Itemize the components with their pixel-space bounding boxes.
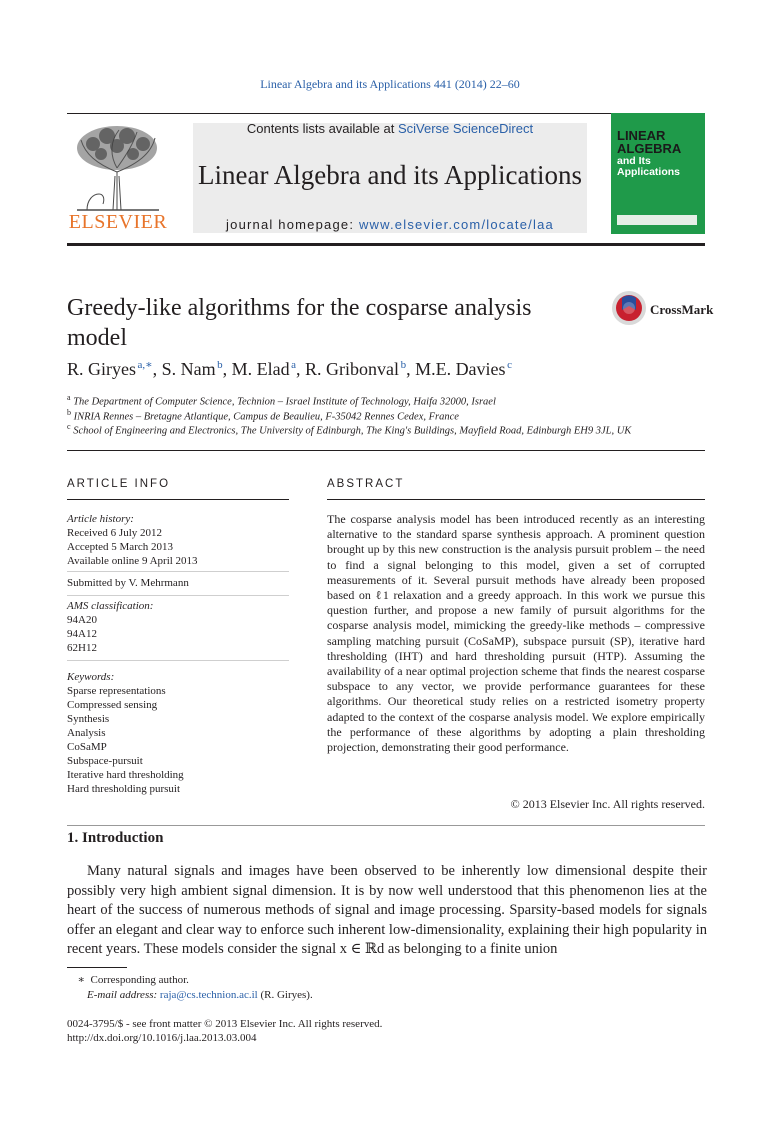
footnote-corresponding xyxy=(67,973,707,986)
abstract-end-rule xyxy=(67,825,705,826)
ams-classification xyxy=(67,599,289,655)
crossmark-label: CrossMark xyxy=(650,302,714,317)
keyword: Iterative hard thresholding xyxy=(67,769,184,781)
affiliation xyxy=(67,393,707,408)
sciencedirect-link[interactable]: SciVerse ScienceDirect xyxy=(397,121,534,136)
cover-title-line2: ALGEBRA xyxy=(617,141,682,156)
email-label: E-mail address: xyxy=(87,989,160,1001)
author-affil-marker[interactable]: a xyxy=(291,359,297,371)
header-thick-rule xyxy=(67,243,705,246)
info-separator xyxy=(67,595,289,596)
keyword: Subspace-pursuit xyxy=(67,755,143,767)
ams-label: AMS classification: xyxy=(67,600,154,612)
crossmark-icon xyxy=(611,290,647,326)
accepted-date: Accepted 5 March 2013 xyxy=(67,541,173,553)
author-affil-marker[interactable]: b xyxy=(400,359,407,371)
author-affil-marker[interactable]: a,∗ xyxy=(137,359,153,371)
online-date: Available online 9 April 2013 xyxy=(67,555,198,567)
keywords-label: Keywords: xyxy=(67,671,115,683)
cover-strip xyxy=(617,215,697,225)
affiliation-text: School of Engineering and Electronics, The University of Edinburgh, The King's Buildings, Mayfield Road, Edinburgh EH9 3JL, UK xyxy=(73,425,632,437)
email-link[interactable]: raja@cs.technion.ac.il xyxy=(159,989,258,1001)
author-name: R. Giryes xyxy=(67,359,136,379)
header-rule xyxy=(67,113,705,114)
ams-code: 62H12 xyxy=(67,642,97,654)
elsevier-wordmark: ELSEVIER xyxy=(68,211,168,233)
doi-link[interactable]: http://dx.doi.org/10.1016/j.laa.2013.03.004 xyxy=(67,1032,257,1044)
journal-citation[interactable]: Linear Algebra and its Applications 441 (2014) 22–60 xyxy=(260,77,520,91)
affiliation-text: INRIA Rennes – Bretagne Atlantique, Campus de Beaulieu, F-35042 Rennes Cedex, France xyxy=(73,411,459,423)
author-name: S. Nam xyxy=(161,359,216,379)
info-separator xyxy=(67,571,289,572)
ams-code: 94A20 xyxy=(67,614,97,626)
journal-cover[interactable] xyxy=(611,113,705,234)
affiliation-text: The Department of Computer Science, Technion – Israel Institute of Technology, Haifa 32000, Israel xyxy=(73,396,496,408)
keyword: Hard thresholding pursuit xyxy=(67,783,181,795)
cover-subtitle-line1: and Its xyxy=(617,155,651,167)
homepage-link[interactable]: www.elsevier.com/locate/laa xyxy=(358,217,554,232)
footnote-text: Corresponding author. xyxy=(90,974,189,986)
author-name: M.E. Davies xyxy=(415,359,506,379)
article-history xyxy=(67,512,289,568)
keyword: Synthesis xyxy=(67,713,110,725)
homepage-line xyxy=(193,217,587,232)
keyword: Compressed sensing xyxy=(67,699,158,711)
footnote-marker: ∗ xyxy=(77,974,85,986)
history-label: Article history: xyxy=(67,513,134,525)
keyword: Sparse representations xyxy=(67,685,166,697)
keyword: CoSaMP xyxy=(67,741,107,753)
ams-code: 94A12 xyxy=(67,628,97,640)
affiliation-key: c xyxy=(67,422,71,431)
author-affil-marker[interactable]: b xyxy=(217,359,223,371)
intro-paragraph: Many natural signals and images have been observed to be inherently low dimensional despite their possibly very high ambient signal dimension. It is by now well understood that this phenomenon lies at the heart of the success of numerous methods of signal and image processing. Sparsity-based models for signals offer an elegant and clear way to enforce such inherent low-dimensionality, explaining their high popularity in recent years. These models consider the signal x ∈ ℝd as belonging to a finite union xyxy=(67,863,707,957)
author-name: M. Elad xyxy=(231,359,290,379)
cover-subtitle xyxy=(617,156,680,178)
crossmark-badge[interactable] xyxy=(611,290,714,330)
contents-prefix: Contents lists available at xyxy=(246,121,398,136)
keyword: Analysis xyxy=(67,727,106,739)
email-suffix: (R. Giryes). xyxy=(257,989,313,1001)
submitted-by: Submitted by V. Mehrmann xyxy=(67,577,189,589)
elsevier-logo[interactable] xyxy=(67,124,169,234)
contents-line xyxy=(193,121,587,136)
cover-title-line1: LINEAR xyxy=(617,128,666,143)
section-rule xyxy=(67,450,705,451)
elsevier-tree-icon xyxy=(67,124,169,212)
author-list: R. Giryes $^{a,∗}$, S. Nam $^b$, M. Elad $^a$, R. Gribonval $^b$, M.E. Davies $^c$ xyxy=(67,359,512,379)
affiliation-key: b xyxy=(67,408,71,417)
article-info-rule xyxy=(67,499,289,500)
abstract-text: The cosparse analysis model has been introduced recently as an interesting alternative to the standard sparse synthesis approach. A prominent question brought up by this new construction is the analysis pursuit problem – the need to find a signal belonging to this model, given a set of corrupted measurements of it. Several pursuit methods have already been proposed based on ℓ1 relaxation and a greedy approach. In this work we pursue this question further, and propose a new family of pursuit algorithms for the cosparse analysis model, mimicking the greedy-like methods – compressive sampling matching pursuit (CoSaMP), subspace pursuit (SP), iterative hard thresholding (IHT) and hard thresholding pursuit (HTP). Assuming the availability of a near optimal projection scheme that finds the nearest cosparse subspace to any vector, we provide performance guarantees for these algorithms. Our theoretical study relies on a restricted isometry property adapted to the context of the cosparse analysis model. We explore empirically the performance of these algorithms by adopting a plain thresholding projection, demonstrating their good performance. xyxy=(327,512,705,755)
cover-subtitle-line2: Applications xyxy=(617,166,681,178)
keywords xyxy=(67,670,289,796)
journal-title: Linear Algebra and its Applications xyxy=(198,160,582,190)
info-separator xyxy=(67,660,289,661)
author-affil-marker[interactable]: c xyxy=(507,359,512,371)
affiliation xyxy=(67,408,707,423)
article-title: Greedy-like algorithms for the cosparse analysis model xyxy=(67,295,532,351)
article-info-heading: ARTICLE INFO xyxy=(67,478,171,490)
received-date: Received 6 July 2012 xyxy=(67,527,163,539)
section-heading: 1. Introduction xyxy=(67,830,164,846)
footnote-rule xyxy=(67,967,127,968)
copyright: © 2013 Elsevier Inc. All rights reserved. xyxy=(510,797,705,811)
homepage-prefix: journal homepage: xyxy=(226,217,359,232)
footnote-email xyxy=(67,989,727,1001)
abstract-rule xyxy=(327,499,705,500)
affiliation xyxy=(67,422,707,437)
affiliation-key: a xyxy=(67,393,71,402)
cover-title xyxy=(617,129,681,155)
issn-line: 0024-3795/$ - see front matter © 2013 Elsevier Inc. All rights reserved. xyxy=(67,1018,383,1030)
author-name: R. Gribonval xyxy=(305,359,400,379)
abstract-heading: ABSTRACT xyxy=(327,478,405,490)
